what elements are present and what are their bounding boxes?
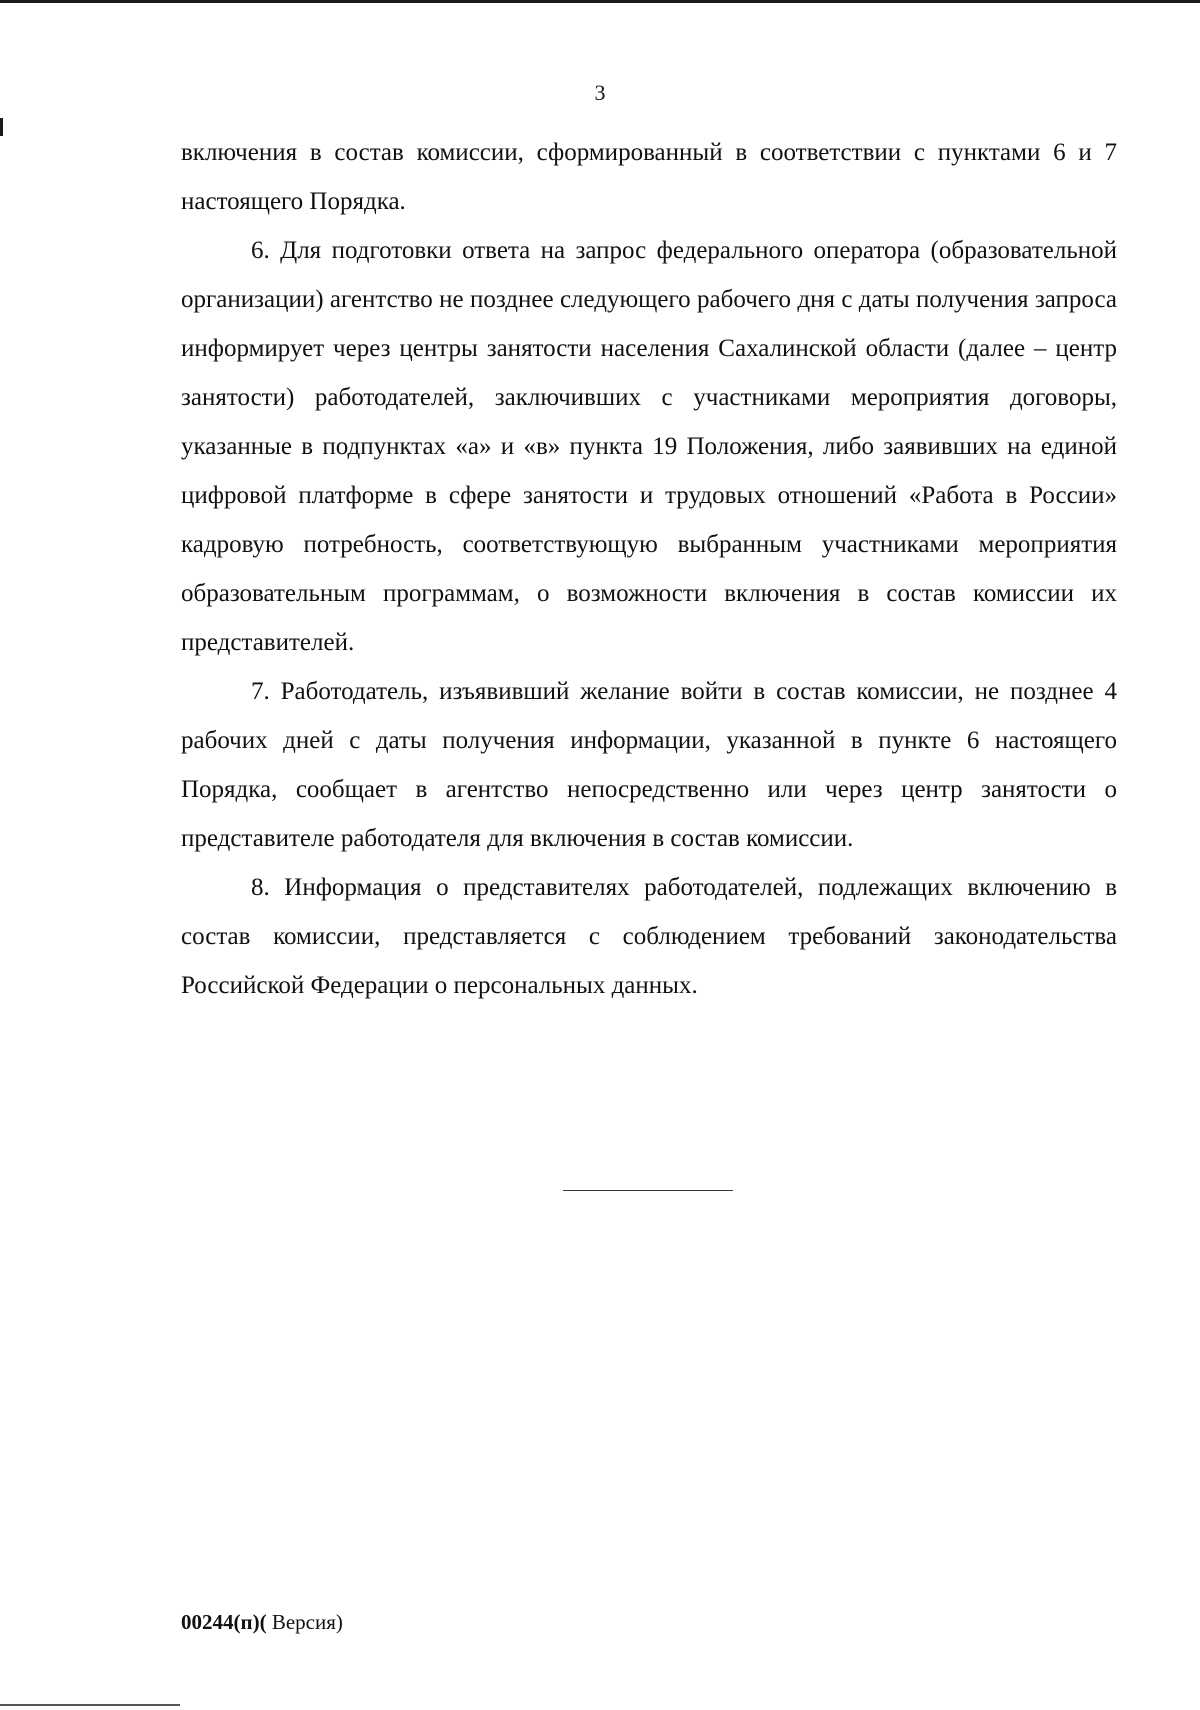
- footer-version: Версия): [266, 1610, 343, 1634]
- paragraph-8: 8. Информация о представителях работодателей, подлежащих включению в состав комиссии, представляется с соблюдением требований законодательства Российской Федерации о персональных данных.: [181, 874, 1117, 999]
- page-number: 3: [594, 80, 606, 105]
- paragraph-7: 7. Работодатель, изъявивший желание войти в состав комиссии, не позднее 4 рабочих дней с даты получения информации, указанной в пункте 6 настоящего Порядка, сообщает в агентство непосредственно или через центр занятости о представителе работодателя для включения в состав комиссии.: [181, 678, 1117, 852]
- document-footer-code: [181, 1610, 343, 1635]
- footer-code-number: 00244(п)(: [181, 1610, 267, 1634]
- paragraph-6: 6. Для подготовки ответа на запрос федерального оператора (образовательной организации) агентство не позднее следующего рабочего дня с даты получения запроса информирует через центры занятости населения Сахалинской области (далее – центр занятости) работодателей, заключивших с участниками мероприятия договоры, указанные в подпунктах «а» и «в» пункта 19 Положения, либо заявивших на единой цифровой платформе в сфере занятости и трудовых отношений «Работа в России» кадровую потребность, соответствующую выбранным участниками мероприятия образовательным программам, о возможности включения в состав комиссии их представителей.: [181, 237, 1117, 656]
- scan-top-border: [0, 0, 1200, 3]
- document-body: [181, 128, 1117, 1010]
- scan-bottom-border: [0, 1704, 180, 1706]
- end-separator-line: [563, 1190, 733, 1191]
- paragraph-continuation: включения в состав комиссии, сформированный в соответствии с пунктами 6 и 7 настоящего Порядка.: [181, 139, 1117, 215]
- scan-left-mark: [0, 118, 3, 136]
